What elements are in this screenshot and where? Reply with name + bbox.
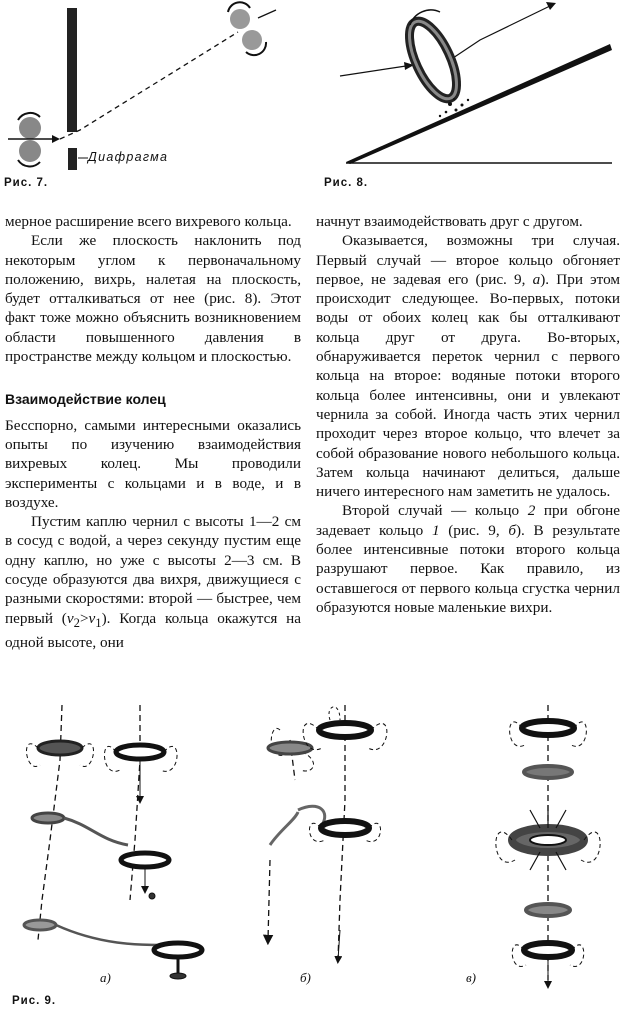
left-column: [5, 212, 301, 652]
panel-b-diagram: [268, 705, 387, 960]
paragraph: Бесспорно, самыми интересными оказались опыты по изучению взаимодействия вихревых колец. Мы проводили эксперименты с кольцами и в воде, и в воздухе.: [5, 416, 301, 511]
paragraph: Если же плоскость наклонить под некоторым углом к первоначальному положению, вихрь, налетая на плоскость, будет отталкиваться от нее (рис. 8). Этот факт тоже можно объяснить возникновением области повышенного давления в пространстве между кольцом и плоскостью.: [5, 232, 301, 366]
figure-9-ring-interaction-diagram: [0, 700, 625, 1000]
end-vortex-icon: [228, 2, 276, 55]
diaphragm-label: Диафрагма: [88, 150, 169, 164]
wall: [67, 8, 77, 132]
right-column: [316, 212, 620, 617]
figure-9-caption: Рис. 9.: [12, 995, 57, 1007]
figure-7-caption: Рис. 7.: [4, 177, 49, 189]
panel-b-label: б): [300, 970, 311, 985]
paragraph: Второй случай — кольцо 2 при обгоне задевает кольцо 1 (рис. 9, б). В результате более интенсивные потоки второго кольца разрушают первое. Как правило, из оставшегося от первого кольца сгустка чернил образуются новые маленькие вихри.: [316, 502, 620, 616]
panel-v-diagram: [496, 705, 600, 985]
paragraph: мерное расширение всего вихревого кольца.: [5, 213, 292, 230]
ring-vortex-icon: [400, 10, 466, 105]
vortex-trajectory: [60, 32, 238, 139]
section-heading: Взаимодействие колец: [5, 391, 166, 408]
inclined-plane: [346, 44, 612, 164]
panel-a-diagram: [24, 705, 202, 979]
start-vortex-icon: [8, 113, 60, 166]
paragraph: Оказывается, возможны три случая. Первый случай — второе кольцо обгоняет первое, не задевая его (рис. 9, а). При этом происходит следующее. Во-первых, потоки воды от обоих колец как бы отталкивают кольца друг от друга. Во-вторых, обнаруживается переток чернил с первого кольца на второе: водяные потоки второго кольца более интенсивны, они и увлекают чернила за собой. Иногда часть этих чернил проходит через второе кольцо, что влечет за собой образование нового небольшого кольца. Затем кольца начинают делиться, дальше ничего интересного нам заметить не удалось.: [316, 232, 621, 501]
panel-v-label: в): [466, 970, 476, 985]
paragraph: начнут взаимодействовать друг с другом.: [316, 213, 583, 230]
figure-8-caption: Рис. 8.: [324, 177, 369, 189]
figure-8-inclined-plane-diagram: [320, 0, 620, 180]
panel-a-label: а): [100, 970, 111, 985]
paragraph: Пустим каплю чернил с высоты 1—2 см в сосуд с водой, а через секунду пустим еще одну каплю, но уже с высоты 2—3 см. В сосуде образуются два вихря, движущиеся с разными скоростями: второй — быстрее, чем первый $(v_2>v_1)$. Когда кольца окажутся на одной высоте, они: [5, 513, 302, 651]
